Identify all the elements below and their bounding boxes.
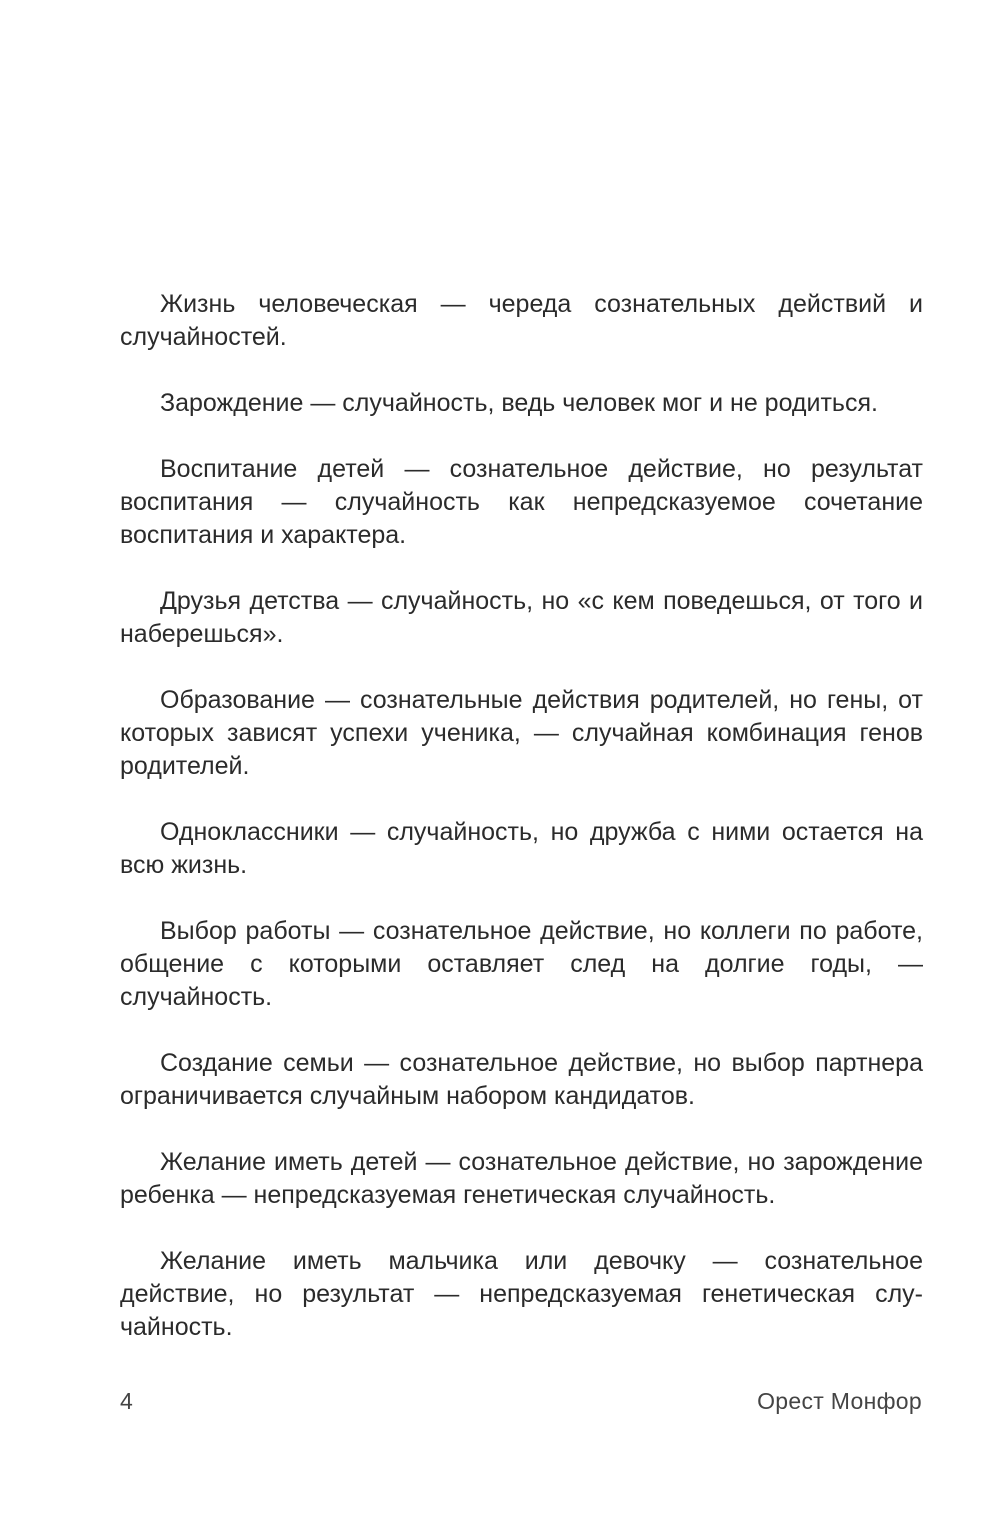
page-number: 4 bbox=[120, 1388, 133, 1414]
paragraph: Зарождение — случайность, ведь человек мог и не родиться. bbox=[160, 389, 878, 417]
paragraph: Желание иметь детей — сознательное действие, но зарождение ребенка — непредсказуемая генетическая случайность. bbox=[120, 1148, 923, 1209]
paragraph: Образование — сознательные действия родителей, но гены, от которых зависят успехи ученика, — случайная комбинация генов родителей. bbox=[120, 686, 923, 780]
paragraph: Желание иметь мальчика или девочку — сознательное действие, но результат — непредсказуемая генетическая случайность. bbox=[120, 1247, 923, 1341]
paragraph: Друзья детства — случайность, но «с кем поведешься, от того и наберешься». bbox=[120, 587, 923, 648]
paragraph: Одноклассники — случайность, но дружба с ними остается на всю жизнь. bbox=[120, 818, 923, 879]
paragraph: Воспитание детей — сознательное действие, но результат воспитания — случайность как непредсказуемое сочетание воспитания и характера. bbox=[120, 455, 923, 549]
page-body bbox=[120, 288, 923, 1377]
paragraph: Жизнь человеческая — череда сознательных действий и случайностей. bbox=[120, 290, 923, 351]
paragraph: Выбор работы — сознательное действие, но коллеги по работе, общение с которыми оставляет след на долгие годы, — случайность. bbox=[120, 917, 923, 1011]
running-footer-author: Орест Монфор bbox=[757, 1388, 922, 1414]
paragraph: Создание семьи — сознательное действие, но выбор партнера ограничивается случайным набором кандидатов. bbox=[120, 1049, 923, 1110]
